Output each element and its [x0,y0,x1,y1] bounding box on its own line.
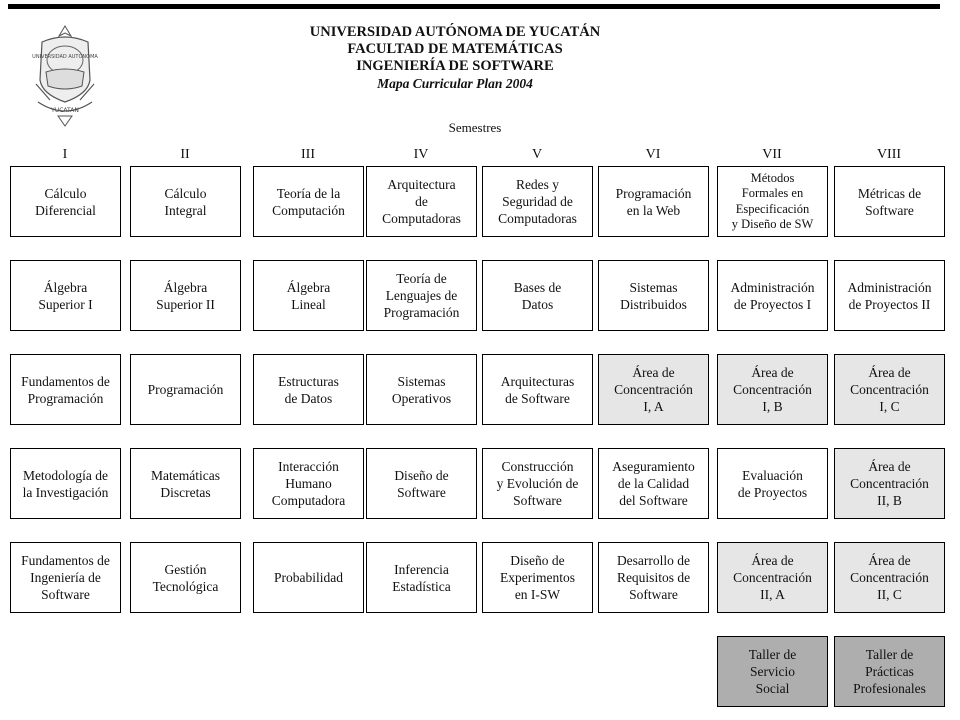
course-box: Diseño de Experimentos en I-SW [482,542,593,613]
document-subtitle: Mapa Curricular Plan 2004 [377,76,533,91]
course-box: Fundamentos de Programación [10,354,121,425]
course-box: Aseguramiento de la Calidad del Software [598,448,709,519]
course-box: Álgebra Lineal [253,260,364,331]
course-box: Métodos Formales en Especificación y Diseño de SW [717,166,828,237]
course-box: Interacción Humano Computadora [253,448,364,519]
course-box: Desarrollo de Requisitos de Software [598,542,709,613]
program-name: INGENIERÍA DE SOFTWARE [356,58,554,74]
course-box: Gestión Tecnológica [130,542,241,613]
semester-label-2: II [180,147,190,162]
course-box: Teoría de la Computación [253,166,364,237]
semester-label-8: VIII [876,147,902,162]
seal-top-text: UNIVERSIDAD AUTONOMA [32,54,98,60]
course-box: Métricas de Software [834,166,945,237]
course-box: Probabilidad [253,542,364,613]
course-box: Álgebra Superior II [130,260,241,331]
course-box: Área de Concentración II, B [834,448,945,519]
course-box: Diseño de Software [366,448,477,519]
course-box: Estructuras de Datos [253,354,364,425]
course-box: Inferencia Estadística [366,542,477,613]
course-box: Construcción y Evolución de Software [482,448,593,519]
semester-label-1: I [62,147,68,162]
course-box: Álgebra Superior I [10,260,121,331]
course-box: Sistemas Operativos [366,354,477,425]
course-box: Taller de Prácticas Profesionales [834,636,945,707]
course-box: Bases de Datos [482,260,593,331]
course-box: Arquitecturas de Software [482,354,593,425]
semesters-heading: Semestres [448,120,502,135]
semester-label-7: VII [762,147,782,162]
course-box: Redes y Seguridad de Computadoras [482,166,593,237]
course-box: Área de Concentración I, B [717,354,828,425]
course-box: Cálculo Diferencial [10,166,121,237]
course-box: Taller de Servicio Social [717,636,828,707]
semester-label-6: VI [645,147,661,162]
seal-bottom-text: YUCATAN [51,107,79,114]
semester-label-5: V [531,147,543,162]
document-header [200,24,710,92]
course-box: Programación en la Web [598,166,709,237]
course-box: Sistemas Distribuidos [598,260,709,331]
course-box: Cálculo Integral [130,166,241,237]
course-box: Programación [130,354,241,425]
course-box: Área de Concentración I, C [834,354,945,425]
semester-label-4: IV [413,147,429,162]
course-box: Evaluación de Proyectos [717,448,828,519]
course-box: Teoría de Lenguajes de Programación [366,260,477,331]
faculty-name: FACULTAD DE MATEMÁTICAS [347,41,563,57]
course-box: Área de Concentración II, A [717,542,828,613]
university-seal-icon [30,24,100,128]
university-name: UNIVERSIDAD AUTÓNOMA DE YUCATÁN [309,24,601,40]
semester-label-3: III [301,147,315,162]
course-box: Fundamentos de Ingeniería de Software [10,542,121,613]
course-box: Área de Concentración II, C [834,542,945,613]
course-box: Metodología de la Investigación [10,448,121,519]
course-box: Arquitectura de Computadoras [366,166,477,237]
course-box: Matemáticas Discretas [130,448,241,519]
top-rule [8,4,940,9]
course-box: Administración de Proyectos II [834,260,945,331]
course-box: Administración de Proyectos I [717,260,828,331]
course-box: Área de Concentración I, A [598,354,709,425]
